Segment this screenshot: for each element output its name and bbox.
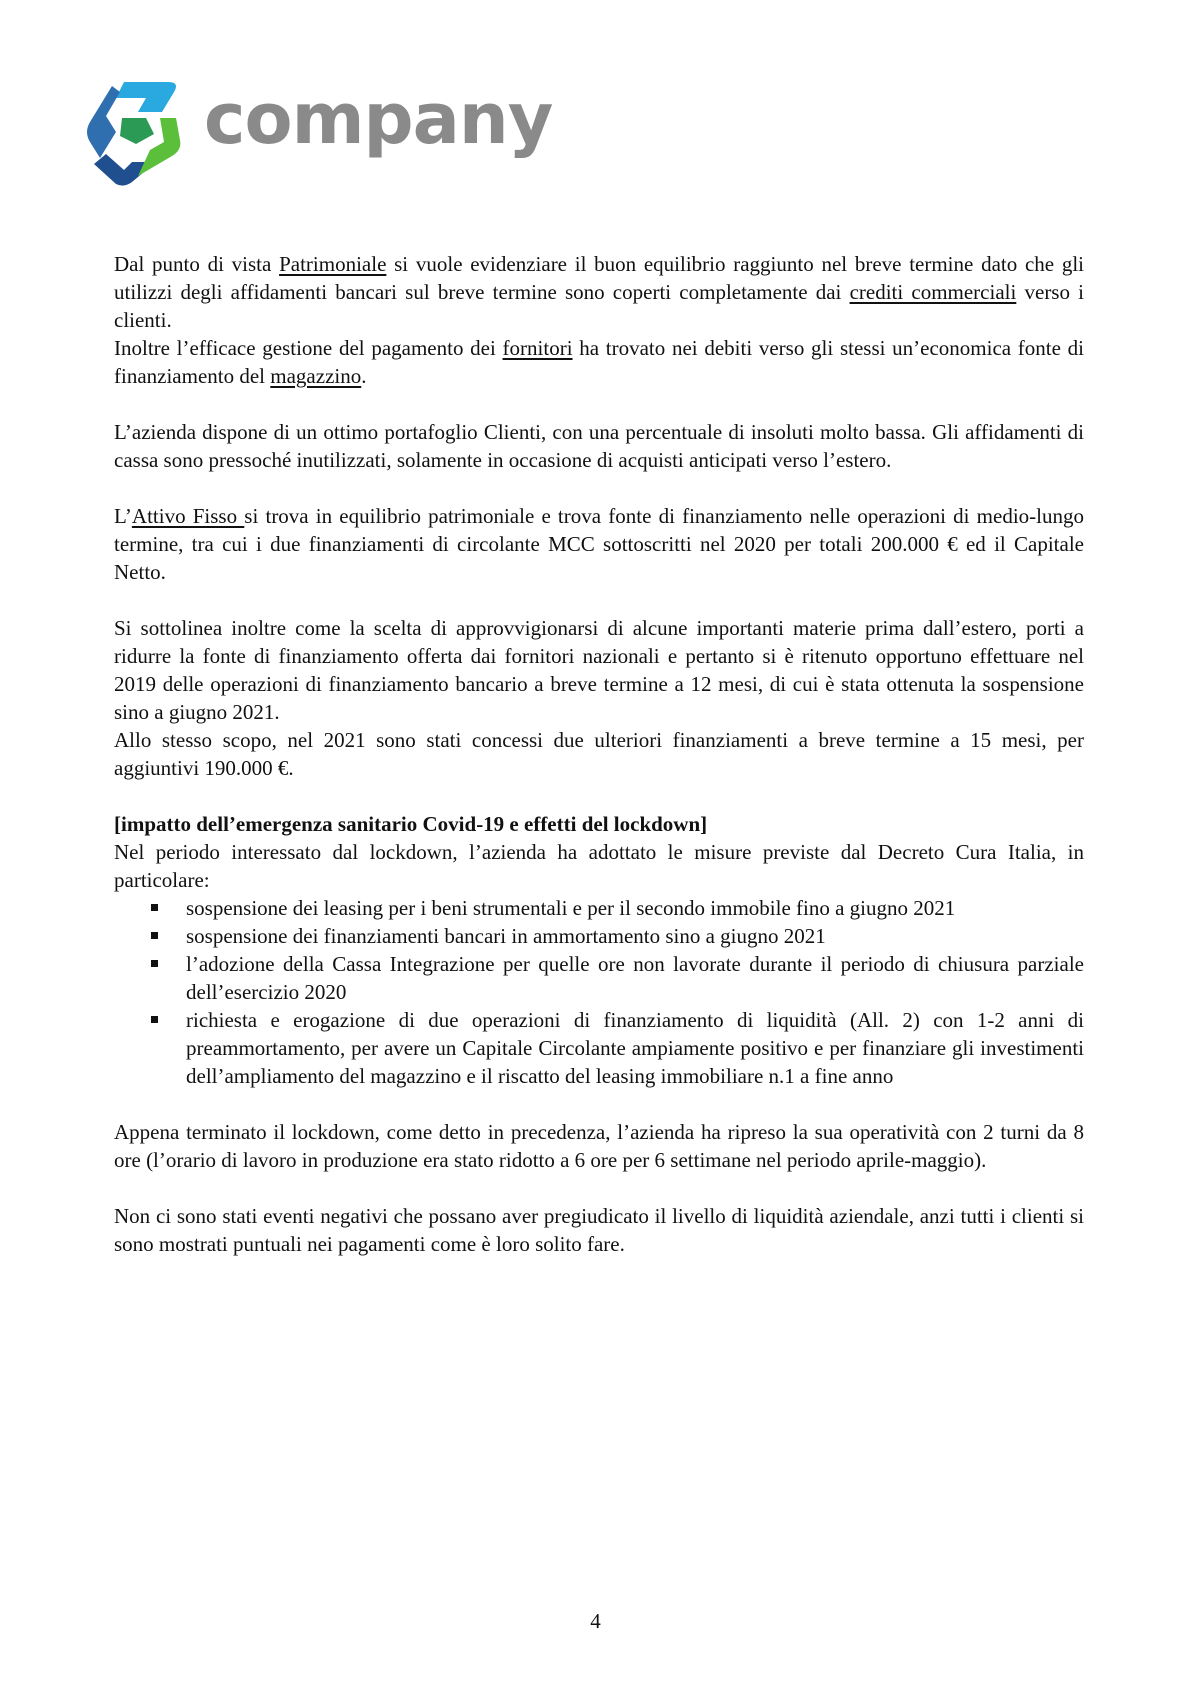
underlined-term: magazzino: [270, 364, 362, 388]
paragraph-patrimoniale: Dal punto di vista Patrimoniale si vuole evidenziare il buon equilibrio raggiunto nel breve termine dato che gli utilizzi degli affidamenti bancari sul breve termine sono coperti completamente dai crediti commerciali verso i clienti.: [114, 252, 1084, 332]
bullet-square-icon: [151, 932, 158, 939]
list-item: l’adozione della Cassa Integrazione per quelle ore non lavorate durante il periodo di chiusura parziale dell’esercizio 2020: [186, 950, 1084, 1006]
paragraph-lockdown-intro: Nel periodo interessato dal lockdown, l’azienda ha adottato le misure previste dal Decreto Cura Italia, in particolare:: [114, 840, 1084, 892]
paragraph-post-lockdown: Appena terminato il lockdown, come detto in precedenza, l’azienda ha ripreso la sua operatività con 2 turni da 8 ore (l’orario di lavoro in produzione era stato ridotto a 6 ore per 6 settimane nel periodo aprile-maggio).: [114, 1120, 1084, 1172]
company-logo: [76, 78, 553, 188]
document-body: [114, 250, 1084, 1258]
paragraph-clienti: L’azienda dispone di un ottimo portafoglio Clienti, con una percentuale di insoluti molto bassa. Gli affidamenti di cassa sono pressoché inutilizzati, solamente in occasione di acquisti anticipati verso l’estero.: [114, 420, 1084, 472]
paragraph-finanziamenti-2021: Allo stesso scopo, nel 2021 sono stati concessi due ulteriori finanziamenti a breve termine a 15 mesi, per aggiuntivi 190.000 €.: [114, 728, 1084, 780]
section-heading-covid: [impatto dell’emergenza sanitario Covid-19 e effetti del lockdown]: [114, 812, 708, 836]
company-wordmark: company: [204, 78, 553, 160]
paragraph-attivo-fisso: L’Attivo Fisso si trova in equilibrio patrimoniale e trova fonte di finanziamento nelle operazioni di medio-lungo termine, tra cui i due finanziamenti di circolante MCC sottoscritti nel 2020 per totali 200.000 € ed il Capitale Netto.: [114, 504, 1084, 584]
bullet-square-icon: [151, 1016, 158, 1023]
underlined-term: fornitori: [502, 336, 573, 360]
measures-list: [114, 894, 1084, 1090]
page-number: 4: [590, 1609, 601, 1633]
company-logo-icon: [76, 78, 188, 188]
list-item: sospensione dei finanziamenti bancari in ammortamento sino a giugno 2021: [186, 922, 1084, 950]
underlined-term: crediti commerciali: [849, 280, 1017, 304]
list-item: richiesta e erogazione di due operazioni di finanziamento di liquidità (All. 2) con 1-2 anni di preammortamento, per avere un Capitale Circolante ampiamente positivo e per finanziare gli investimenti dell’ampliamento del magazzino e il riscatto del leasing immobiliare n.1 a fine anno: [186, 1006, 1084, 1090]
bullet-square-icon: [151, 960, 158, 967]
bullet-square-icon: [151, 904, 158, 911]
paragraph-liquidita: Non ci sono stati eventi negativi che possano aver pregiudicato il livello di liquidità aziendale, anzi tutti i clienti si sono mostrati puntuali nei pagamenti come è loro solito fare.: [114, 1204, 1084, 1256]
paragraph-fornitori: Inoltre l’efficace gestione del pagamento dei fornitori ha trovato nei debiti verso gli stessi un’economica fonte di finanziamento del magazzino.: [114, 336, 1085, 388]
underlined-term: Patrimoniale: [279, 252, 387, 276]
underlined-term: Attivo Fisso: [131, 504, 245, 528]
paragraph-approvvigionamento: Si sottolinea inoltre come la scelta di approvvigionarsi di alcune importanti materie prima dall’estero, porti a ridurre la fonte di finanziamento offerta dai fornitori nazionali e pertanto si è ritenuto opportuno effettuare nel 2019 delle operazioni di finanziamento bancario a breve termine a 12 mesi, di cui è stata ottenuta la sospensione sino a giugno 2021.: [114, 616, 1084, 724]
list-item: sospensione dei leasing per i beni strumentali e per il secondo immobile fino a giugno 2021: [186, 894, 1084, 922]
